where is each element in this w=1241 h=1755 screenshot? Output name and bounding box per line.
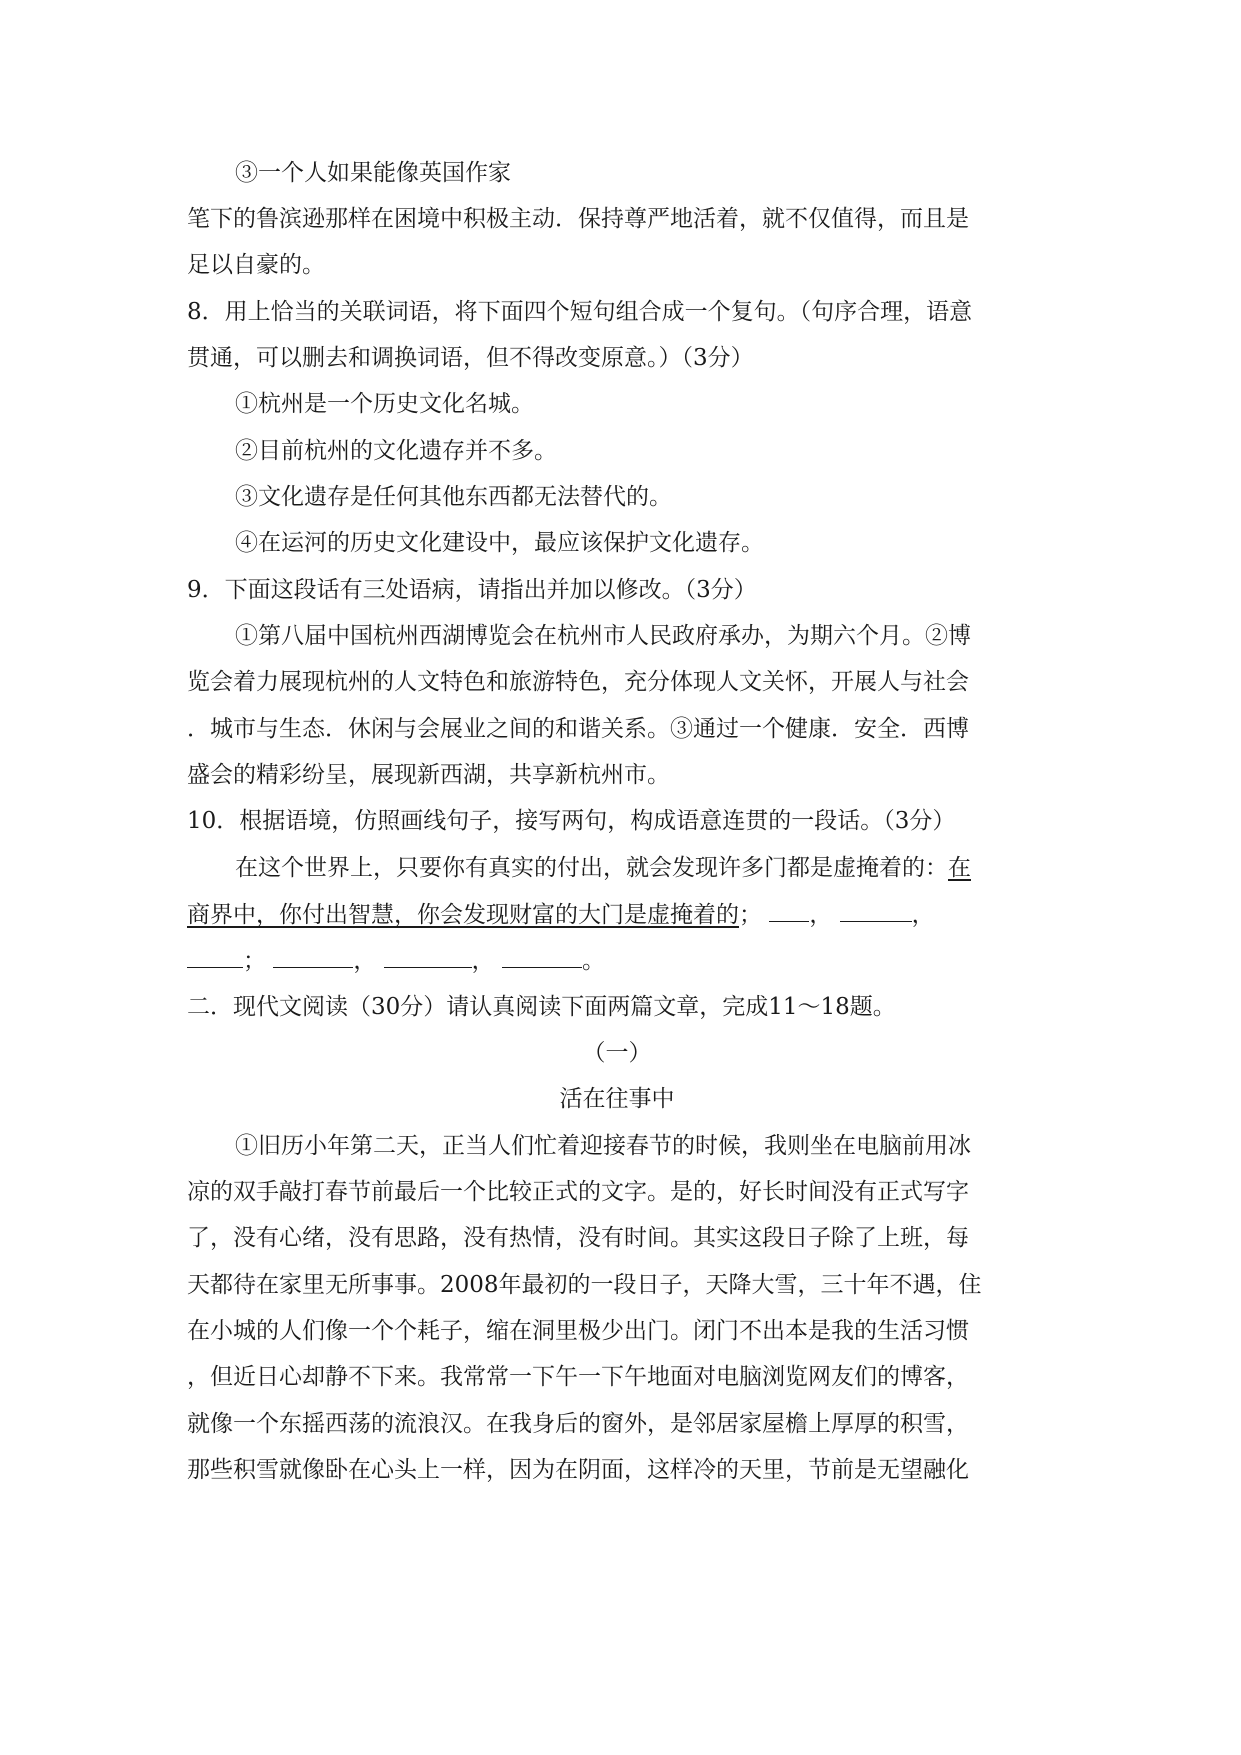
article-paragraph: 凉的双手敲打春节前最后一个比较正式的文字。是的，好长时间没有正式写字 <box>187 1179 969 1205</box>
question-8-line: 8．用上恰当的关联词语，将下面四个短句组合成一个复句。（句序合理，语意 <box>187 299 973 325</box>
sentence-item: ③文化遗存是任何其他东西都无法替代的。 <box>235 484 672 510</box>
answer-blank[interactable] <box>273 945 353 968</box>
article-paragraph: ①旧历小年第二天，正当人们忙着迎接春节的时候，我则坐在电脑前用冰 <box>235 1133 971 1159</box>
punctuation: ； <box>243 948 266 974</box>
question-10-prompt <box>235 853 1095 883</box>
punctuation: ， <box>911 902 935 928</box>
question-9-line: 9．下面这段话有三处语病，请指出并加以修改。（3分） <box>187 577 757 603</box>
article-title: 活在往事中 <box>559 1086 675 1112</box>
article-number: （一） <box>582 1040 652 1066</box>
question-9-paragraph: 览会着力展现杭州的人文特色和旅游特色，充分体现人文关怀，开展人与社会 <box>187 669 969 695</box>
question-10-line: 10．根据语境，仿照画线句子，接写两句，构成语意连贯的一段话。（3分） <box>187 808 956 834</box>
section-heading: 二．现代文阅读（30分）请认真阅读下面两篇文章，完成11～18题。 <box>187 994 896 1020</box>
underlined-text: 在 <box>948 855 971 881</box>
question-10-answer-line <box>187 945 1047 976</box>
prompt-text: 在这个世界上，只要你有真实的付出，就会发现许多门都是虚掩着的： <box>235 855 948 881</box>
text-line: ③一个人如果能像英国作家 <box>235 160 511 186</box>
punctuation: ， <box>353 948 377 974</box>
text-line: 足以自豪的。 <box>187 252 325 278</box>
article-paragraph: 天都待在家里无所事事。2008年最初的一段日子，天降大雪，三十年不遇，住 <box>187 1272 982 1298</box>
article-paragraph: ，但近日心却静不下来。我常常一下午一下午地面对电脑浏览网友们的博客， <box>187 1364 969 1390</box>
punctuation: ； <box>739 902 762 928</box>
question-9-paragraph: 盛会的精彩纷呈，展现新西湖，共享新杭州市。 <box>187 762 670 788</box>
article-paragraph: 了，没有心绪，没有思路，没有热情，没有时间。其实这段日子除了上班，每 <box>187 1225 969 1251</box>
question-9-paragraph: ①第八届中国杭州西湖博览会在杭州市人民政府承办，为期六个月。②博 <box>235 623 971 649</box>
answer-blank[interactable] <box>502 945 582 968</box>
answer-blank[interactable] <box>769 899 809 922</box>
text-line: 笔下的鲁滨逊那样在困境中积极主动．保持尊严地活着，就不仅值得，而且是 <box>187 206 969 232</box>
article-paragraph: 那些积雪就像卧在心头上一样，因为在阴面，这样冷的天里，节前是无望融化 <box>187 1457 969 1483</box>
sentence-item: ①杭州是一个历史文化名城。 <box>235 391 534 417</box>
sentence-item: ④在运河的历史文化建设中，最应该保护文化遗存。 <box>235 530 764 556</box>
article-paragraph: 就像一个东摇西荡的流浪汉。在我身后的窗外，是邻居家屋檐上厚厚的积雪， <box>187 1411 969 1437</box>
question-8-line: 贯通，可以删去和调换词语，但不得改变原意。）（3分） <box>187 345 754 371</box>
answer-blank[interactable] <box>187 945 243 968</box>
punctuation: ， <box>809 902 833 928</box>
underlined-text: 商界中，你付出智慧，你会发现财富的大门是虚掩着的 <box>187 902 739 928</box>
question-10-answer-line <box>187 899 1047 930</box>
punctuation: 。 <box>581 948 605 974</box>
question-9-paragraph: ．城市与生态．休闲与会展业之间的和谐关系。③通过一个健康．安全．西博 <box>187 716 969 742</box>
sentence-item: ②目前杭州的文化遗存并不多。 <box>235 438 557 464</box>
punctuation: ， <box>471 948 495 974</box>
answer-blank[interactable] <box>840 899 912 922</box>
article-paragraph: 在小城的人们像一个个耗子，缩在洞里极少出门。闭门不出本是我的生活习惯 <box>187 1318 969 1344</box>
answer-blank[interactable] <box>384 945 472 968</box>
